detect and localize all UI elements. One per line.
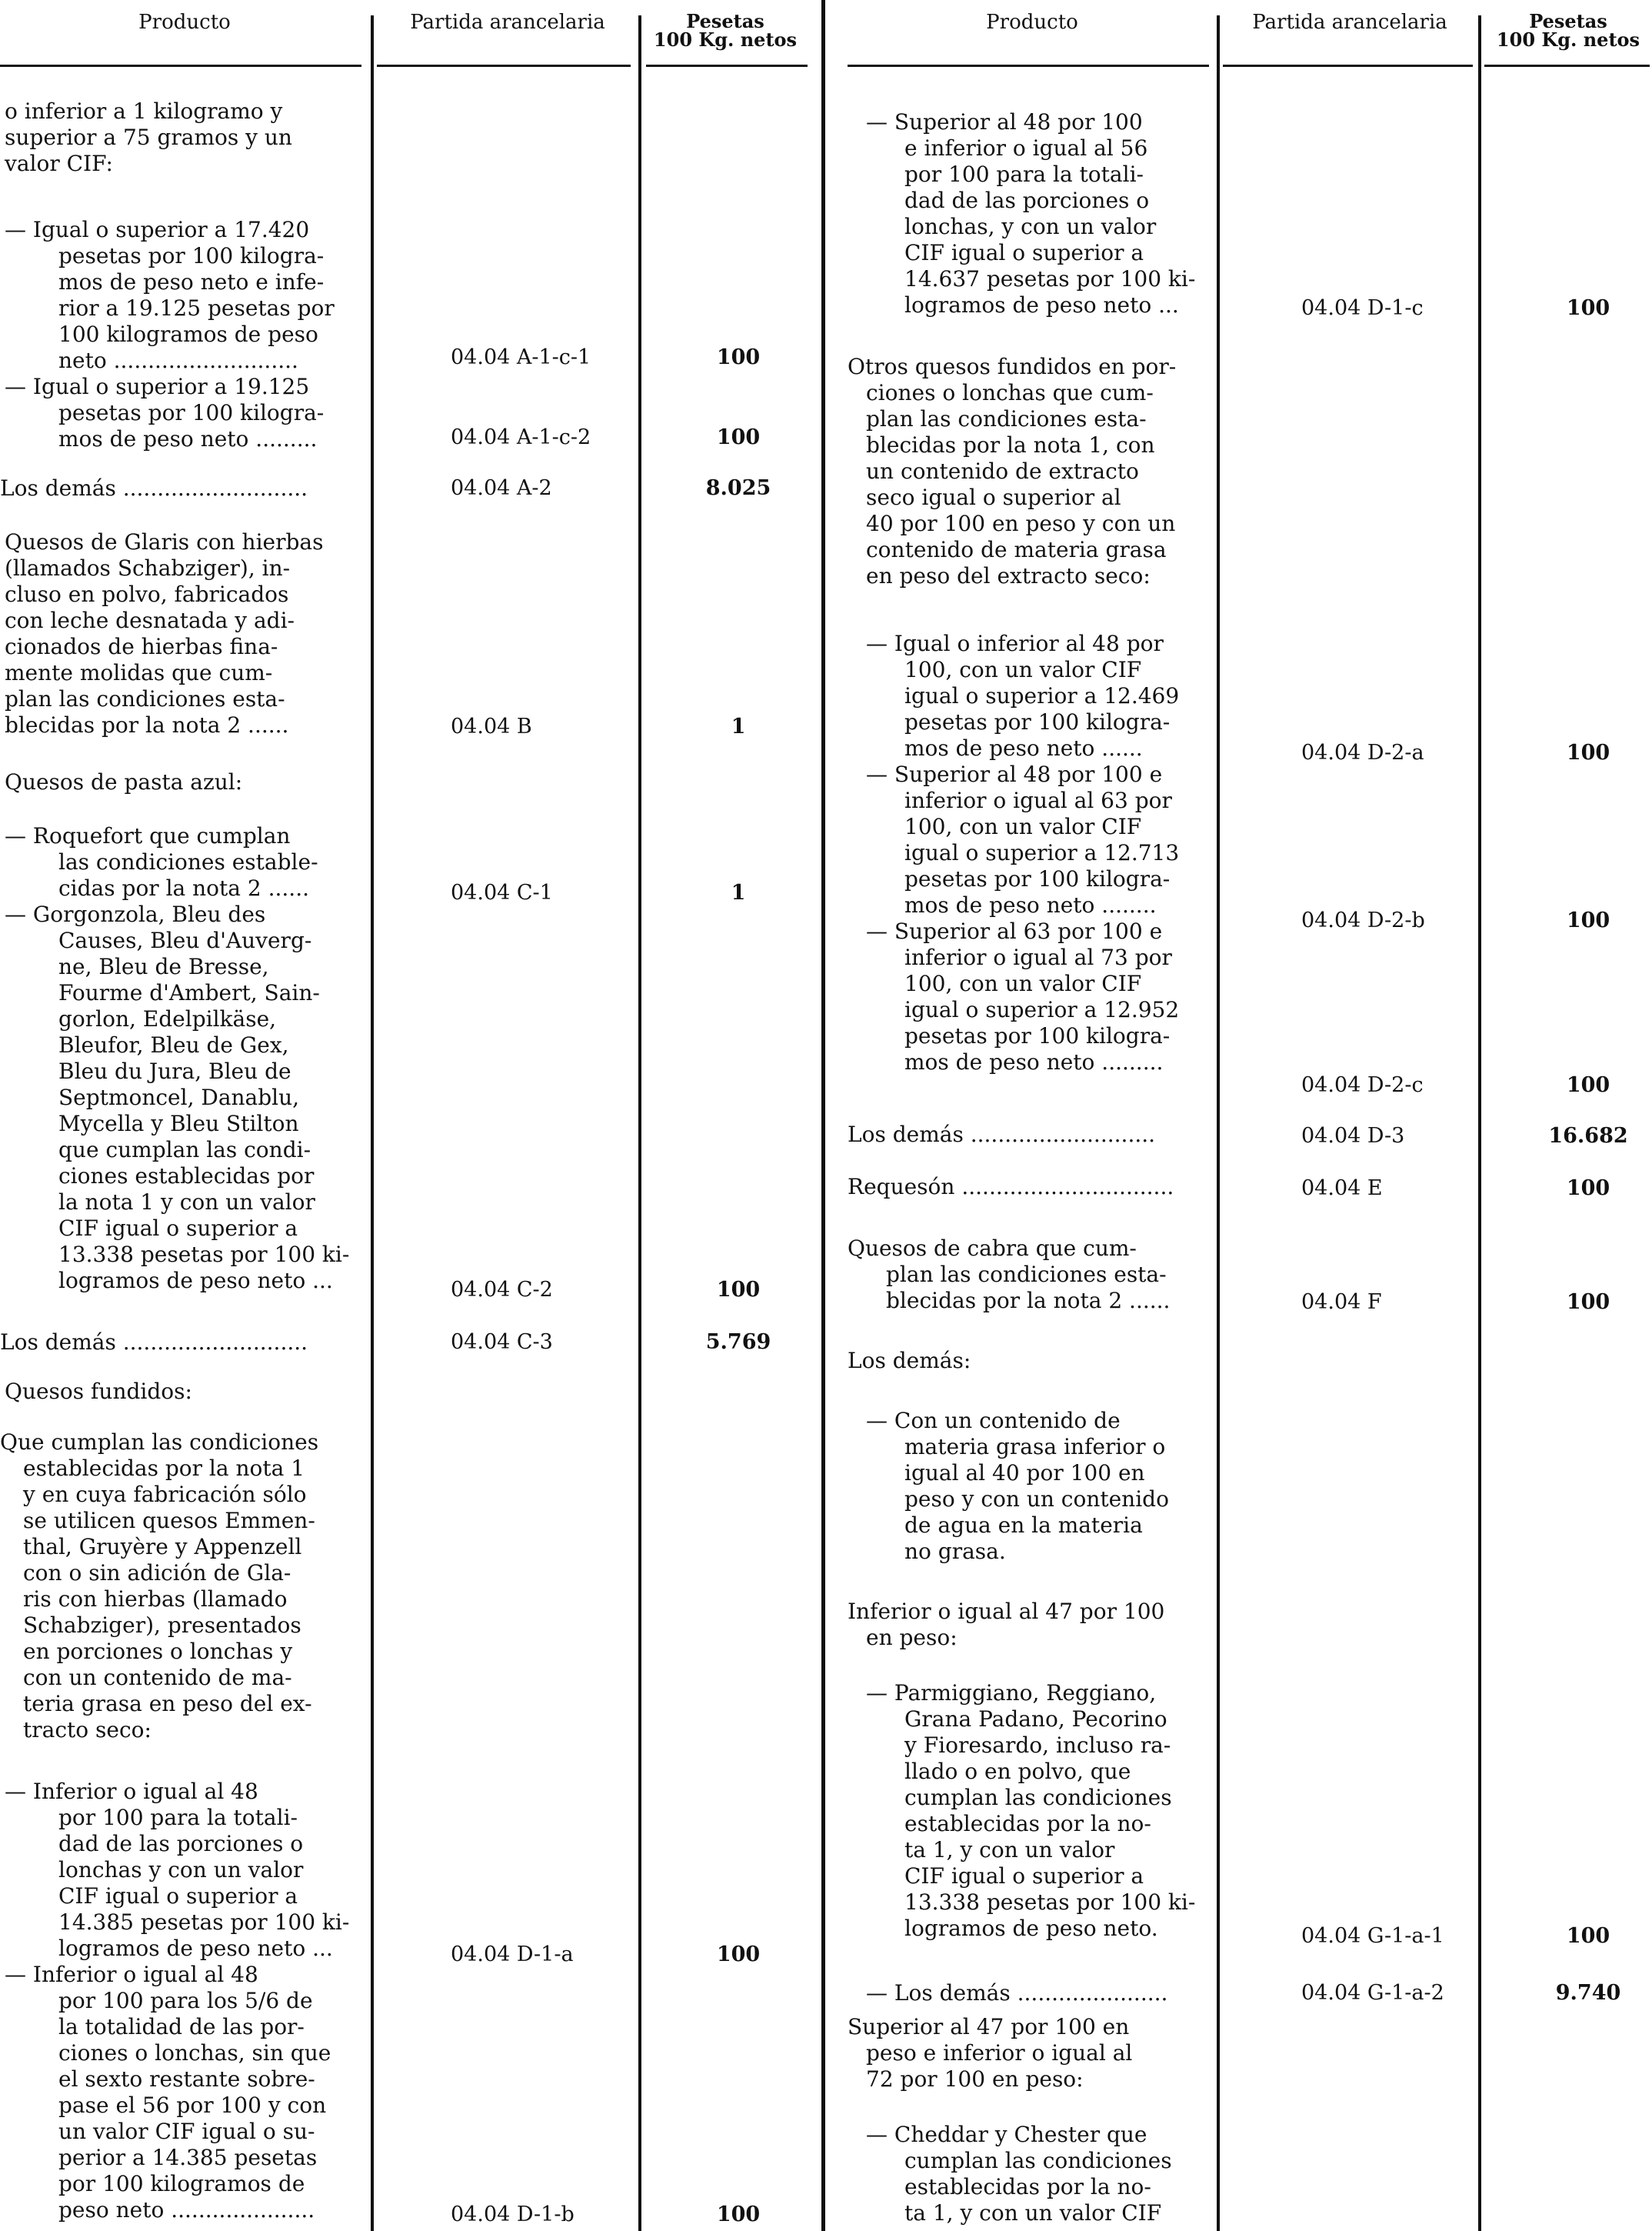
tariff-code: 04.04 F bbox=[1301, 1290, 1382, 1314]
tariff-value: 100 bbox=[716, 425, 761, 449]
right-paragraph-5: Quesos de cabra que cum- plan las condiciones esta- blecidas por la nota 2 ...... bbox=[848, 1236, 1171, 1313]
header-pesetas-line1: Pesetas bbox=[686, 10, 764, 32]
header-partida-right: Partida arancelaria bbox=[1252, 11, 1447, 34]
header-pesetas-line2: 100 Kg. netos bbox=[653, 28, 798, 51]
left-paragraph-6: Los demás ........................... bbox=[0, 1329, 308, 1355]
tariff-value: 1 bbox=[731, 881, 746, 905]
tariff-code: 04.04 C-3 bbox=[451, 1330, 553, 1354]
tariff-value: 100 bbox=[1566, 1176, 1610, 1200]
left-paragraph-8: Que cumplan las condiciones establecidas por la nota 1 y en cuya fabricación sólo se utilicen quesos Emmen- thal, Gruyère y Appenzell con o sin adición de Gla- ris con hierbas (llamado Schabziger), presentados en porciones o lonchas y con un contenido de ma- teria grasa en peso del ex- tracto seco: bbox=[0, 1429, 319, 1742]
column-divider bbox=[371, 15, 374, 2231]
tariff-value: 100 bbox=[716, 1278, 761, 1302]
column-divider bbox=[821, 0, 825, 2231]
right-paragraph-8: Inferior o igual al 47 por 100 en peso: bbox=[848, 1599, 1165, 1650]
tariff-value: 1 bbox=[731, 715, 746, 739]
right-paragraph-0: — Superior al 48 por 100 e inferior o igual al 56 por 100 para la totali- dad de las porciones o lonchas, y con un valor CIF igual o superior a 14.637 pesetas por 100 ki- logramos de peso neto ... bbox=[866, 109, 1196, 318]
header-pesetas-right bbox=[1484, 12, 1652, 49]
left-paragraph-4: Quesos de pasta azul: bbox=[5, 769, 243, 795]
right-paragraph-1: Otros quesos fundidos en por- ciones o lonchas que cum- plan las condiciones esta- blecidas por la nota 1, con un contenido de extracto seco igual o superior al 40 por 100 en peso y con un contenido de materia grasa en peso del extracto seco: bbox=[848, 354, 1177, 589]
header-pesetas-line2: 100 Kg. netos bbox=[1496, 28, 1640, 51]
column-divider bbox=[638, 15, 641, 2231]
right-paragraph-3: Los demás ........................... bbox=[848, 1122, 1156, 1147]
header-producto-left: Producto bbox=[138, 11, 231, 34]
tariff-code: 04.04 E bbox=[1301, 1176, 1383, 1200]
left-paragraph-1: — Igual o superior a 17.420 pesetas por 100 kilogra- mos de peso neto e infe- rior a 19.125 pesetas por 100 kilogramos de peso neto ........................... — Igual o superior a 19.125 pesetas por 100 kilogra- mos de peso neto ......... bbox=[5, 217, 335, 452]
tariff-value: 100 bbox=[716, 345, 761, 369]
column-divider bbox=[1217, 15, 1220, 2231]
tariff-code: 04.04 G-1-a-1 bbox=[1301, 1924, 1444, 1948]
tariff-code: 04.04 B bbox=[451, 715, 532, 739]
tariff-value: 100 bbox=[1566, 1924, 1610, 1948]
left-paragraph-7: Quesos fundidos: bbox=[5, 1379, 192, 1404]
tariff-value: 16.682 bbox=[1548, 1124, 1628, 1148]
left-paragraph-3: Quesos de Glaris con hierbas (llamados Schabziger), in- cluso en polvo, fabricados con leche desnatada y adi- cionados de hierbas fina- mente molidas que cum- plan las condiciones esta- blecidas por la nota 2 ...... bbox=[5, 529, 324, 738]
header-rule bbox=[0, 65, 361, 67]
tariff-code: 04.04 C-2 bbox=[451, 1278, 553, 1302]
right-paragraph-11: Superior al 47 por 100 en peso e inferior o igual al 72 por 100 en peso: bbox=[848, 2014, 1133, 2092]
right-paragraph-12: — Cheddar y Chester que cumplan las condiciones establecidas por la no- ta 1, y con un valor CIF bbox=[866, 2122, 1172, 2226]
right-paragraph-6: Los demás: bbox=[848, 1348, 971, 1373]
tariff-value: 9.740 bbox=[1555, 1981, 1621, 2005]
right-paragraph-2: — Igual o inferior al 48 por 100, con un valor CIF igual o superior a 12.469 pesetas por 100 kilogra- mos de peso neto ...... — Superior al 48 por 100 e inferior o igual al 63 por 100, con un valor CIF igual o superior a 12.713 pesetas por 100 kilogra- mos de peso neto ........ — Superior al 63 por 100 e inferior o igual al 73 por 100, con un valor CIF igual o superior a 12.952 pesetas por 100 kilogra- mos de peso neto ......... bbox=[866, 631, 1180, 1075]
tariff-code: 04.04 D-1-c bbox=[1301, 296, 1424, 320]
tariff-code: 04.04 C-1 bbox=[451, 881, 553, 905]
tariff-code: 04.04 A-2 bbox=[451, 476, 552, 500]
header-rule bbox=[1223, 65, 1473, 67]
right-paragraph-4: Requesón ............................... bbox=[848, 1174, 1174, 1199]
right-paragraph-10: — Los demás ...................... bbox=[866, 1980, 1168, 2006]
header-rule bbox=[1484, 65, 1650, 67]
tariff-code: 04.04 G-1-a-2 bbox=[1301, 1981, 1444, 2005]
left-paragraph-0: o inferior a 1 kilogramo y superior a 75 gramos y un valor CIF: bbox=[5, 98, 292, 176]
tariff-value: 100 bbox=[716, 2203, 761, 2226]
tariff-code: 04.04 D-2-c bbox=[1301, 1073, 1424, 1097]
tariff-value: 100 bbox=[1566, 909, 1610, 932]
tariff-value: 5.769 bbox=[705, 1330, 771, 1354]
tariff-code: 04.04 A-1-c-2 bbox=[451, 425, 591, 449]
tariff-code: 04.04 D-1-b bbox=[451, 2203, 575, 2226]
tariff-value: 8.025 bbox=[705, 476, 771, 500]
tariff-value: 100 bbox=[1566, 1073, 1610, 1097]
tariff-code: 04.04 D-2-b bbox=[1301, 909, 1425, 932]
left-paragraph-9: — Inferior o igual al 48 por 100 para la totali- dad de las porciones o lonchas y con un valor CIF igual o superior a 14.385 pesetas por 100 ki- logramos de peso neto ... — Inferior o igual al 48 por 100 para los 5/6 de la totalidad de las por- ciones o lonchas, sin que el sexto restante sobre- pase el 56 por 100 y con un valor CIF igual o su- perior a 14.385 pesetas por 100 kilogramos de peso neto ..................... bbox=[5, 1779, 350, 2223]
header-rule bbox=[848, 65, 1209, 67]
tariff-value: 100 bbox=[716, 1943, 761, 1966]
tariff-code: 04.04 A-1-c-1 bbox=[451, 345, 591, 369]
left-paragraph-5: — Roquefort que cumplan las condiciones estable- cidas por la nota 2 ...... — Gorgonzola, Bleu des Causes, Bleu d'Auverg- ne, Bleu de Bresse, Fourme d'Ambert, Sain- gorlon, Edelpilkäse, Bleufor, Bleu de Gex, Bleu du Jura, Bleu de Septmoncel, Danablu, Mycella y Bleu Stilton que cumplan las condi- ciones establecidas por la nota 1 y con un valor CIF igual o superior a 13.338 pesetas por 100 ki- logramos de peso neto ... bbox=[5, 823, 350, 1293]
header-pesetas-left bbox=[644, 12, 806, 49]
tariff-value: 100 bbox=[1566, 296, 1610, 320]
header-partida-left: Partida arancelaria bbox=[410, 11, 605, 34]
header-producto-right: Producto bbox=[986, 11, 1078, 34]
header-pesetas-line1: Pesetas bbox=[1529, 10, 1607, 32]
right-paragraph-7: — Con un contenido de materia grasa inferior o igual al 40 por 100 en peso y con un contenido de agua en la materia no grasa. bbox=[866, 1408, 1169, 1564]
left-paragraph-2: Los demás ........................... bbox=[0, 475, 308, 501]
tariff-code: 04.04 D-1-a bbox=[451, 1943, 574, 1966]
right-paragraph-9: — Parmiggiano, Reggiano, Grana Padano, Pecorino y Fioresardo, incluso ra- llado o en polvo, que cumplan las condiciones establecidas por la no- ta 1, y con un valor CIF igual o superior a 13.338 pesetas por 100 ki- logramos de peso neto. bbox=[866, 1680, 1196, 1941]
column-divider bbox=[1478, 15, 1481, 2231]
header-rule bbox=[646, 65, 808, 67]
tariff-code: 04.04 D-2-a bbox=[1301, 741, 1424, 765]
header-rule bbox=[377, 65, 631, 67]
tariff-value: 100 bbox=[1566, 1290, 1610, 1314]
tariff-code: 04.04 D-3 bbox=[1301, 1124, 1405, 1148]
tariff-value: 100 bbox=[1566, 741, 1610, 765]
